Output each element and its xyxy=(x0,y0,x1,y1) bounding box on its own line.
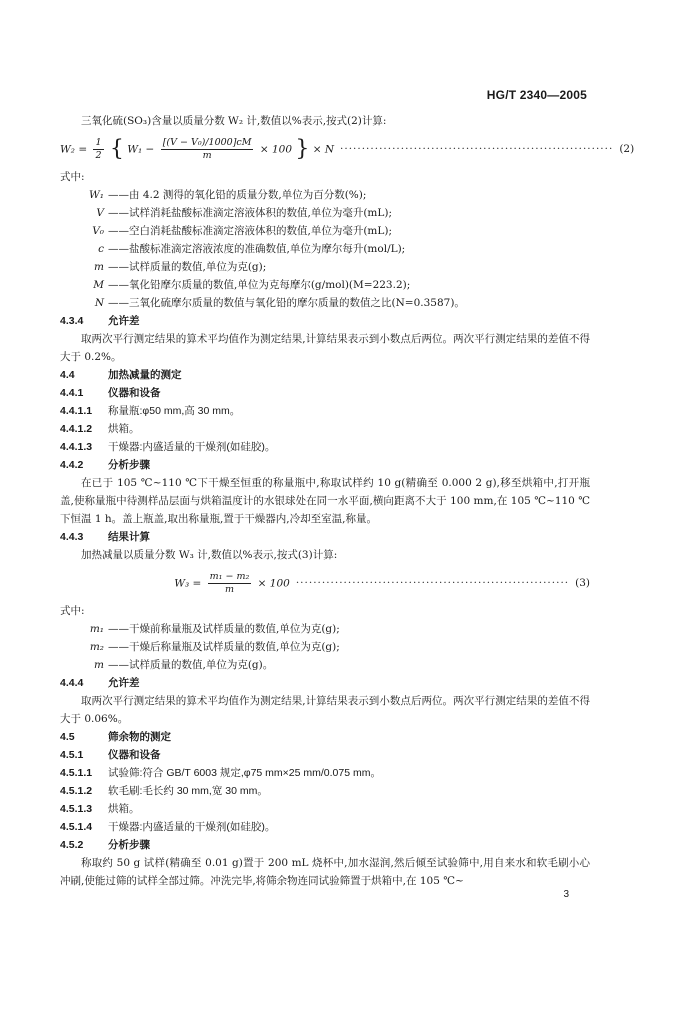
section-4-4: 4.4 加热减量的测定 xyxy=(60,369,182,381)
formula-2-tail: × N xyxy=(312,143,335,155)
standard-number-header: HG/T 2340—2005 xyxy=(486,88,587,102)
section-4-4-4: 4.4.4 允许差 xyxy=(60,677,140,689)
symbol-row: m₂ ——干燥后称量瓶及试样质量的数值,单位为克(g); xyxy=(89,641,340,653)
formula-2: W₂ = $\frac{1}{2}$ { W₁ − $\frac{\text{[(V − V₀)/1000]cM}}{m}$ × 100 } × N ······························································· (2) xyxy=(60,136,635,161)
section-4-5: 4.5 筛余物的测定 xyxy=(60,731,171,743)
page-number: 3 xyxy=(563,889,569,900)
section-4-5-2: 4.5.2 分析步骤 xyxy=(60,839,150,851)
symbol-row: V₀ ——空白消耗盐酸标准滴定溶液体积的数值,单位为毫升(mL); xyxy=(92,225,392,237)
paragraph-4-3-4: 取两次平行测定结果的算术平均值作为测定结果,计算结果表示到小数点后两位。两次平行测定结果的差值不得大于 0.2%。 xyxy=(60,333,590,363)
symbol-row: N ——三氧化硫摩尔质量的数值与氧化铅的摩尔质量的数值之比(N=0.3587)。 xyxy=(94,297,465,309)
symbol-row: m ——试样质量的数值,单位为克(g); xyxy=(94,261,267,273)
symbol-row: c ——盐酸标准滴定溶液浓度的准确数值,单位为摩尔每升(mol/L); xyxy=(98,243,406,255)
section-4-4-2: 4.4.2 分析步骤 xyxy=(60,459,150,471)
symbol-row: m₁ ——干燥前称量瓶及试样质量的数值,单位为克(g); xyxy=(89,623,340,635)
item-4-5-1-2: 4.5.1.2 软毛刷:毛长约 30 mm,宽 30 mm。 xyxy=(60,785,268,797)
item-4-5-1-3: 4.5.1.3 烘箱。 xyxy=(60,803,140,815)
item-4-4-1-2: 4.4.1.2 烘箱。 xyxy=(60,423,140,435)
paragraph-4-5-2: 称取约 50 g 试样(精确至 0.01 g)置于 200 mL 烧杯中,加水湿润,然后倾至试验筛中,用自来水和软毛刷小心冲刷,使能过筛的试样全部过筛。冲洗完毕,将筛余物连同试验筛置于烘箱中,在 105 ℃~ xyxy=(60,857,590,887)
page-content xyxy=(60,112,635,890)
paragraph-4-4-4: 取两次平行测定结果的算术平均值作为测定结果,计算结果表示到小数点后两位。两次平行测定结果的差值不得大于 0.06%。 xyxy=(60,695,590,725)
where-label-1: 式中: xyxy=(60,171,85,183)
symbol-list-1 xyxy=(60,186,590,312)
section-4-4-3: 4.4.3 结果计算 xyxy=(60,531,150,543)
formula-2-times: × 100 xyxy=(259,143,293,155)
item-4-5-1-1: 4.5.1.1 试验筛:符合 GB/T 6003 规定,φ75 mm×25 mm/0.075 mm。 xyxy=(60,767,381,779)
item-4-5-1-4: 4.5.1.4 干燥器:内盛适量的干燥剂(如硅胶)。 xyxy=(60,821,276,833)
symbol-list-2 xyxy=(60,620,590,674)
formula-3: W₃ = $\frac{\text{m₁ − m₂}}{m}$ × 100 ······························································· (3) xyxy=(174,570,590,595)
paragraph-4-4-2: 在已于 105 ℃~110 ℃下干燥至恒重的称量瓶中,称取试样约 10 g(精确至 0.000 2 g),移至烘箱中,打开瓶盖,使称量瓶中待测样品层面与烘箱温度计的水银球处在同一水平面,横向距离不大于 100 mm,在 105 ℃~110 ℃下恒温 1 h。盖上瓶盖,取出称量瓶,置于干燥器内,冷却至室温,称量。 xyxy=(60,477,590,525)
item-4-4-1-3: 4.4.1.3 干燥器:内盛适量的干燥剂(如硅胶)。 xyxy=(60,441,276,453)
symbol-row: V ——试样消耗盐酸标准滴定溶液体积的数值,单位为毫升(mL); xyxy=(96,207,392,219)
formula-2-half: $\frac{1}{2}$ xyxy=(95,136,102,161)
section-4-3-4: 4.3.4 允许差 xyxy=(60,315,140,327)
where-label-2: 式中: xyxy=(60,605,85,617)
section-4-4-1: 4.4.1 仪器和设备 xyxy=(60,387,161,399)
symbol-row: W₁ ——由 4.2 测得的氧化铅的质量分数,单位为百分数(%); xyxy=(88,189,367,201)
formula-2-w1: W₁ − xyxy=(127,143,155,155)
formula-3-fraction: $\frac{\text{m₁ − m₂}}{m}$ xyxy=(209,570,250,595)
symbol-row: M ——氧化铅摩尔质量的数值,单位为克每摩尔(g/mol)(M=223.2); xyxy=(93,279,411,291)
section-4-5-1: 4.5.1 仪器和设备 xyxy=(60,749,161,761)
symbol-row: m ——试样质量的数值,单位为克(g)。 xyxy=(94,659,274,671)
formula-2-expression: W₂ = $\frac{1}{2}$ { W₁ − $\frac{\text{[(V − V₀)/1000]cM}}{m}$ × 100 } × N xyxy=(60,136,335,161)
formula-2-fraction: $\frac{\text{[(V − V₀)/1000]cM}}{m}$ xyxy=(162,136,252,161)
formula-2-number: (2) xyxy=(619,143,635,155)
so3-intro: 三氧化硫(SO₃)含量以质量分数 W₂ 计,数值以%表示,按式(2)计算: xyxy=(81,115,387,127)
formula-3-expression: W₃ = $\frac{\text{m₁ − m₂}}{m}$ × 100 xyxy=(174,570,290,595)
formula-3-number: (3) xyxy=(575,577,590,589)
formula-2-lhs: W₂ = xyxy=(60,143,88,155)
item-4-4-1-1: 4.4.1.1 称量瓶:φ50 mm,高 30 mm。 xyxy=(60,405,241,417)
heat-loss-intro: 加热减量以质量分数 W₃ 计,数值以%表示,按式(3)计算: xyxy=(81,549,338,561)
